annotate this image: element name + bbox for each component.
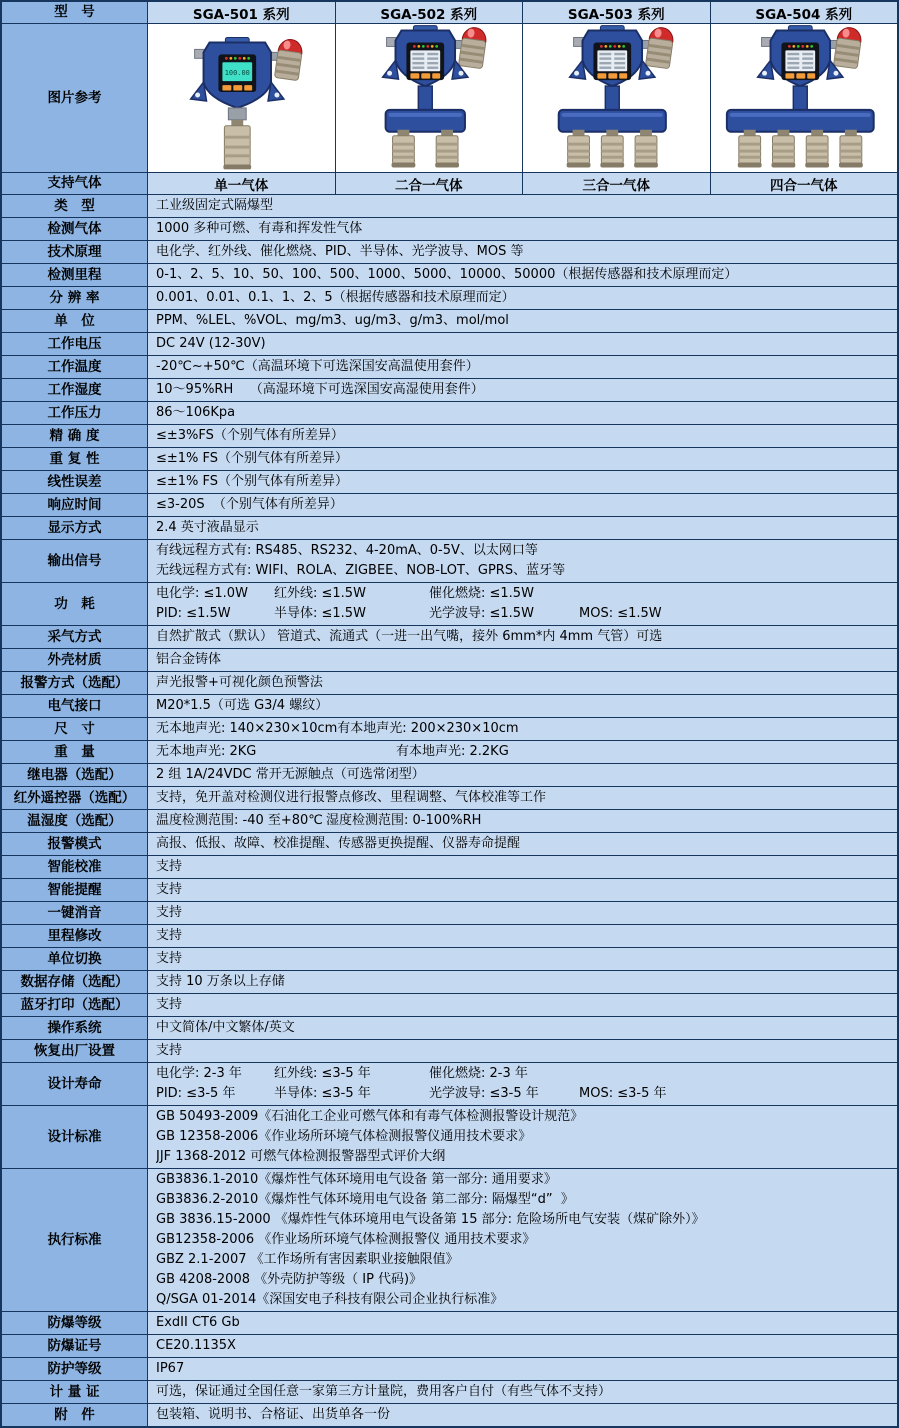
spec-row-label: 温湿度（选配）	[2, 810, 148, 832]
spec-value-segment: GB 12358-2006《作业场所环境气体检测报警仪通用技术要求》	[156, 1129, 532, 1144]
spec-value-line	[156, 1270, 893, 1290]
spec-row-label: 智能提醒	[2, 879, 148, 901]
spec-row	[2, 309, 897, 332]
spec-value-line	[156, 196, 893, 216]
spec-value-line	[156, 1250, 893, 1270]
spec-row-label: 数据存储（选配）	[2, 971, 148, 993]
spec-value-segment: Q/SGA 01-2014《深国安电子科技有限公司企业执行标准》	[156, 1292, 504, 1307]
spec-row-value	[148, 494, 897, 516]
spec-value-segment: 红外线: ≤1.5W	[274, 586, 366, 601]
spec-row-value	[148, 787, 897, 809]
spec-row	[2, 240, 897, 263]
image-reference-row	[2, 23, 897, 172]
spec-row-value	[148, 1358, 897, 1380]
spec-value-line	[156, 995, 893, 1015]
spec-row	[2, 424, 897, 447]
spec-row-label: 尺 寸	[2, 718, 148, 740]
spec-row-value	[148, 402, 897, 424]
spec-value-line	[156, 696, 893, 716]
spec-value-segment: 2.4 英寸液晶显示	[156, 520, 259, 535]
spec-row-label: 分 辨 率	[2, 287, 148, 309]
spec-row-label: 电气接口	[2, 695, 148, 717]
spec-row-label: 蓝牙打印（选配）	[2, 994, 148, 1016]
spec-value-segment: 红外线: ≤3-5 年	[274, 1066, 371, 1081]
spec-value-segment: MOS: ≤1.5W	[579, 606, 662, 621]
spec-row-value	[148, 672, 897, 694]
spec-row-value	[148, 241, 897, 263]
spec-row-value	[148, 879, 897, 901]
spec-row	[2, 582, 897, 625]
spec-row-value	[148, 649, 897, 671]
spec-value-segment: 支持	[156, 997, 183, 1012]
spec-row-label: 输出信号	[2, 540, 148, 582]
spec-row-label: 检测里程	[2, 264, 148, 286]
spec-row-value	[148, 379, 897, 401]
spec-row-value	[148, 626, 897, 648]
spec-value-segment: 湿度检测范围: 0-100%RH	[326, 813, 482, 828]
spec-row	[2, 516, 897, 539]
spec-row-label: 智能校准	[2, 856, 148, 878]
spec-row-value	[148, 1017, 897, 1039]
spec-value-segment: -20℃~+50℃（高温环境下可选深国安高温使用套件）	[156, 359, 479, 374]
spec-row	[2, 1311, 897, 1334]
spec-value-line	[156, 334, 893, 354]
spec-value-segment: PPM、%LEL、%VOL、mg/m3、ug/m3、g/m3、mol/mol	[156, 313, 509, 328]
spec-row-value	[148, 1404, 897, 1426]
spec-row-value	[148, 810, 897, 832]
spec-value-line	[156, 1359, 893, 1379]
spec-row-label: 重 量	[2, 741, 148, 763]
device-image-SGA-501	[148, 24, 335, 172]
spec-value-segment: 可选，保证通过全国任意一家第三方计量院，费用客户自付（有些气体不支持）	[156, 1384, 612, 1399]
spec-value-line	[156, 1190, 893, 1210]
supported-gas-value-2: 二合一气体	[336, 173, 524, 194]
spec-row-label: 重 复 性	[2, 448, 148, 470]
spec-value-line	[156, 719, 893, 739]
spec-row-label: 防护等级	[2, 1358, 148, 1380]
spec-row	[2, 924, 897, 947]
spec-row-label: 工作电压	[2, 333, 148, 355]
spec-row-value	[148, 1381, 897, 1403]
spec-row	[2, 1105, 897, 1168]
spec-value-segment: 温度检测范围: -40 至+80℃	[156, 813, 323, 828]
spec-value-line	[156, 288, 893, 308]
spec-value-line	[156, 1230, 893, 1250]
spec-row	[2, 1016, 897, 1039]
spec-value-segment: 中文简体/中文繁体/英文	[156, 1020, 295, 1035]
alarm-beacon-icon	[833, 26, 862, 69]
supported-gas-value-1: 单一气体	[148, 173, 336, 194]
spec-value-segment: M20*1.5（可选 G3/4 螺纹）	[156, 698, 329, 713]
supported-gas-value-3: 三合一气体	[523, 173, 711, 194]
spec-value-line	[156, 403, 893, 423]
spec-value-line	[156, 604, 893, 624]
spec-row-label: 附 件	[2, 1404, 148, 1426]
spec-value-segment: 有线远程方式有: RS485、RS232、4-20mA、0-5V、以太网口等	[156, 543, 538, 558]
spec-row-value	[148, 1312, 897, 1334]
model-header-2: SGA-502 系列	[336, 2, 524, 23]
spec-row-value	[148, 994, 897, 1016]
spec-row-value	[148, 718, 897, 740]
device-image-cell-2	[336, 24, 524, 172]
spec-value-line	[156, 811, 893, 831]
spec-value-segment: 电化学: ≤1.0W	[156, 586, 248, 601]
spec-value-line	[156, 1018, 893, 1038]
spec-row-label: 技术原理	[2, 241, 148, 263]
spec-row	[2, 901, 897, 924]
image-reference-label: 图片参考	[2, 24, 148, 172]
spec-row-value	[148, 1040, 897, 1062]
spec-value-line	[156, 584, 893, 604]
spec-row-value	[148, 287, 897, 309]
spec-row-value	[148, 695, 897, 717]
spec-value-segment: MOS: ≤3-5 年	[579, 1086, 667, 1101]
spec-value-segment: ≤±1% FS（个别气体有所差异）	[156, 451, 349, 466]
spec-row	[2, 993, 897, 1016]
spec-row-label: 外壳材质	[2, 649, 148, 671]
spec-row	[2, 470, 897, 493]
spec-row	[2, 694, 897, 717]
spec-row-label: 继电器（选配）	[2, 764, 148, 786]
spec-value-segment: 支持	[156, 951, 183, 966]
spec-value-segment: ExdII CT6 Gb	[156, 1315, 240, 1330]
spec-value-segment: CE20.1135X	[156, 1338, 236, 1353]
spec-value-line	[156, 834, 893, 854]
spec-row	[2, 625, 897, 648]
spec-row-value	[148, 948, 897, 970]
spec-value-segment: 催化燃烧: 2-3 年	[429, 1066, 528, 1081]
spec-value-line	[156, 561, 893, 581]
spec-row-label: 设计寿命	[2, 1063, 148, 1105]
spec-row-label: 单位切换	[2, 948, 148, 970]
spec-value-line	[156, 926, 893, 946]
spec-row-value	[148, 264, 897, 286]
spec-row-value	[148, 540, 897, 582]
spec-value-segment: GB 3836.15-2000 《爆炸性气体环境用电气设备第 15 部分: 危险场所电气安装（煤矿除外）》	[156, 1212, 705, 1227]
spec-value-line	[156, 650, 893, 670]
spec-row	[2, 1168, 897, 1311]
spec-value-segment: ≤3-20S （个别气体有所差异）	[156, 497, 343, 512]
spec-value-line	[156, 242, 893, 262]
spec-value-segment: 催化燃烧: ≤1.5W	[429, 586, 534, 601]
spec-value-segment: 电化学、红外线、催化燃烧、PID、半导体、光学波导、MOS 等	[156, 244, 524, 259]
spec-value-line	[156, 1107, 893, 1127]
spec-value-line	[156, 495, 893, 515]
spec-row	[2, 878, 897, 901]
spec-value-segment: ≤±1% FS（个别气体有所差异）	[156, 474, 349, 489]
device-image-cell-3	[523, 24, 711, 172]
spec-row	[2, 717, 897, 740]
spec-row-value	[148, 1063, 897, 1105]
spec-row-label: 里程修改	[2, 925, 148, 947]
spec-row-value	[148, 833, 897, 855]
spec-value-segment: 支持	[156, 905, 183, 920]
spec-value-segment: GBZ 2.1-2007 《工作场所有害因素职业接触限值》	[156, 1252, 459, 1267]
spec-value-line	[156, 311, 893, 331]
spec-value-line	[156, 1405, 893, 1425]
spec-row-label: 防爆等级	[2, 1312, 148, 1334]
spec-value-line	[156, 857, 893, 877]
spec-value-line	[156, 426, 893, 446]
spec-value-segment: 电化学: 2-3 年	[156, 1066, 242, 1081]
spec-row	[2, 947, 897, 970]
spec-row-value	[148, 741, 897, 763]
spec-row-label: 工作温度	[2, 356, 148, 378]
spec-value-line	[156, 972, 893, 992]
spec-value-segment: 支持	[156, 859, 183, 874]
spec-value-segment: 2 组 1A/24VDC 常开无源触点（可选常闭型）	[156, 767, 425, 782]
spec-row	[2, 1334, 897, 1357]
spec-value-line	[156, 627, 893, 647]
spec-value-segment: 无本地声光: 2KG	[156, 744, 257, 759]
spec-value-line	[156, 1084, 893, 1104]
spec-row-label: 线性误差	[2, 471, 148, 493]
spec-row-value	[148, 471, 897, 493]
alarm-beacon-icon	[274, 38, 303, 81]
spec-row	[2, 740, 897, 763]
spec-value-line	[156, 1064, 893, 1084]
spec-value-segment: ≤±3%FS（个别气体有所差异）	[156, 428, 344, 443]
spec-row	[2, 671, 897, 694]
spec-row-label: 显示方式	[2, 517, 148, 539]
spec-value-line	[156, 903, 893, 923]
spec-row-label: 工作压力	[2, 402, 148, 424]
device-image-cell-4	[711, 24, 898, 172]
spec-row-label: 报警方式（选配）	[2, 672, 148, 694]
spec-value-line	[156, 949, 893, 969]
spec-row-label: 执行标准	[2, 1169, 148, 1311]
spec-value-line	[156, 541, 893, 561]
spec-value-segment: 半导体: ≤1.5W	[274, 606, 366, 621]
spec-value-line	[156, 1127, 893, 1147]
spec-value-segment: GB3836.1-2010《爆炸性气体环境用电气设备 第一部分: 通用要求》	[156, 1172, 557, 1187]
device-image-cell-1	[148, 24, 336, 172]
spec-row-value	[148, 195, 897, 217]
spec-value-segment: GB 4208-2008 《外壳防护等级（ IP 代码)》	[156, 1272, 423, 1287]
spec-value-segment: 高报、低报、故障、校准提醒、传感器更换提醒、仪器寿命提醒	[156, 836, 521, 851]
spec-row-value	[148, 310, 897, 332]
spec-value-line	[156, 265, 893, 285]
spec-row-value	[148, 356, 897, 378]
device-image-SGA-504	[711, 24, 898, 172]
spec-row	[2, 217, 897, 240]
spec-row	[2, 1062, 897, 1105]
spec-row-value	[148, 218, 897, 240]
spec-row	[2, 286, 897, 309]
spec-row	[2, 809, 897, 832]
spec-value-segment: IP67	[156, 1361, 185, 1376]
spec-row	[2, 263, 897, 286]
spec-row-label: 单 位	[2, 310, 148, 332]
spec-value-segment: 支持	[156, 1043, 183, 1058]
spec-row-label: 功 耗	[2, 583, 148, 625]
spec-value-segment: 支持	[156, 882, 183, 897]
device-image-SGA-502	[336, 24, 523, 172]
spec-row-label: 防爆证号	[2, 1335, 148, 1357]
spec-row	[2, 786, 897, 809]
spec-value-segment: 有本地声光: 200×230×10cm	[337, 721, 519, 736]
spec-row	[2, 355, 897, 378]
supported-gas-value-4: 四合一气体	[711, 173, 898, 194]
spec-row-value	[148, 517, 897, 539]
spec-row-value	[148, 1169, 897, 1311]
spec-value-segment: 支持 10 万条以上存储	[156, 974, 285, 989]
spec-row-label: 红外遥控器（选配）	[2, 787, 148, 809]
spec-row-value	[148, 583, 897, 625]
spec-row	[2, 493, 897, 516]
spec-value-segment: 光学波导: ≤3-5 年	[429, 1086, 539, 1101]
spec-value-segment: 铝合金铸体	[156, 652, 222, 667]
alarm-beacon-icon	[458, 26, 487, 69]
spec-row-value	[148, 448, 897, 470]
spec-value-line	[156, 788, 893, 808]
spec-row-value	[148, 764, 897, 786]
spec-row-label: 报警模式	[2, 833, 148, 855]
model-header-1: SGA-501 系列	[148, 2, 336, 23]
spec-row-label: 采气方式	[2, 626, 148, 648]
spec-value-line	[156, 219, 893, 239]
spec-value-line	[156, 380, 893, 400]
spec-value-line	[156, 765, 893, 785]
spec-row-label: 响应时间	[2, 494, 148, 516]
spec-row	[2, 763, 897, 786]
spec-row	[2, 447, 897, 470]
spec-row	[2, 1039, 897, 1062]
spec-row	[2, 378, 897, 401]
spec-value-segment: 1000 多种可燃、有毒和挥发性气体	[156, 221, 363, 236]
supported-gas-label: 支持气体	[2, 173, 148, 194]
spec-value-segment: 半导体: ≤3-5 年	[274, 1086, 371, 1101]
spec-value-segment: 无本地声光: 140×230×10cm	[156, 721, 338, 736]
spec-row-label: 恢复出厂设置	[2, 1040, 148, 1062]
spec-value-line	[156, 1041, 893, 1061]
spec-value-segment: 声光报警+可视化颜色预警法	[156, 675, 323, 690]
spec-row-label: 操作系统	[2, 1017, 148, 1039]
spec-value-line	[156, 742, 893, 762]
spec-value-segment: DC 24V (12-30V)	[156, 336, 266, 351]
spec-row-label: 检测气体	[2, 218, 148, 240]
spec-value-segment: GB12358-2006 《作业场所环境气体检测报警仪 通用技术要求》	[156, 1232, 536, 1247]
spec-value-segment: 无线远程方式有: WIFI、ROLA、ZIGBEE、NOB-LOT、GPRS、蓝牙等	[156, 563, 566, 578]
spec-value-line	[156, 1290, 893, 1310]
spec-value-segment: 10～95%RH （高湿环境下可选深国安高湿使用套件）	[156, 382, 484, 397]
supported-gas-row	[2, 172, 897, 194]
svg-text:100.00: 100.00	[224, 69, 250, 78]
spec-value-line	[156, 472, 893, 492]
spec-value-line	[156, 880, 893, 900]
spec-row-value	[148, 902, 897, 924]
spec-row	[2, 401, 897, 424]
spec-row-value	[148, 856, 897, 878]
spec-value-line	[156, 1382, 893, 1402]
spec-value-line	[156, 357, 893, 377]
spec-value-segment: JJF 1368-2012 可燃气体检测报警器型式评价大纲	[156, 1149, 446, 1164]
spec-row	[2, 332, 897, 355]
spec-value-segment: 0.001、0.01、0.1、1、2、5（根据传感器和技术原理而定）	[156, 290, 515, 305]
spec-value-segment: 0-1、2、5、10、50、100、500、1000、5000、10000、50000（根据传感器和技术原理而定）	[156, 267, 738, 282]
spec-row	[2, 1380, 897, 1403]
spec-value-segment: 包装箱、说明书、合格证、出货单各一份	[156, 1407, 391, 1422]
spec-value-segment: GB 50493-2009《石油化工企业可燃气体和有毒气体检测报警设计规范》	[156, 1109, 584, 1124]
model-header-label: 型 号	[2, 2, 148, 23]
model-header-row	[2, 2, 897, 23]
spec-value-segment: PID: ≤3-5 年	[156, 1086, 236, 1101]
spec-row	[2, 832, 897, 855]
spec-value-segment: PID: ≤1.5W	[156, 606, 231, 621]
spec-row	[2, 1403, 897, 1426]
device-image-SGA-503	[523, 24, 710, 172]
spec-row-label: 计 量 证	[2, 1381, 148, 1403]
spec-row	[2, 194, 897, 217]
spec-value-segment: 光学波导: ≤1.5W	[429, 606, 534, 621]
spec-value-segment: 支持	[156, 928, 183, 943]
spec-row-label: 工作湿度	[2, 379, 148, 401]
spec-value-line	[156, 1313, 893, 1333]
spec-value-line	[156, 1336, 893, 1356]
spec-row-label: 一键消音	[2, 902, 148, 924]
spec-value-segment: 支持，免开盖对检测仪进行报警点修改、里程调整、气体校准等工作	[156, 790, 547, 805]
spec-value-line	[156, 1210, 893, 1230]
spec-row	[2, 648, 897, 671]
spec-value-line	[156, 1147, 893, 1167]
spec-row-label: 精 确 度	[2, 425, 148, 447]
spec-row-label: 设计标准	[2, 1106, 148, 1168]
spec-row-value	[148, 1106, 897, 1168]
model-header-3: SGA-503 系列	[523, 2, 711, 23]
spec-row	[2, 855, 897, 878]
spec-row	[2, 970, 897, 993]
spec-value-line	[156, 449, 893, 469]
spec-value-segment: 自然扩散式（默认） 管道式、流通式（一进一出气嘴，接外 6mm*内 4mm 气管）可选	[156, 629, 663, 644]
spec-row	[2, 539, 897, 582]
spec-row-value	[148, 425, 897, 447]
spec-value-line	[156, 1170, 893, 1190]
spec-value-segment: GB3836.2-2010《爆炸性气体环境用电气设备 第二部分: 隔爆型“d” 》	[156, 1192, 574, 1207]
spec-value-segment: 工业级固定式隔爆型	[156, 198, 274, 213]
spec-row-value	[148, 1335, 897, 1357]
spec-row-value	[148, 925, 897, 947]
spec-row-value	[148, 333, 897, 355]
spec-row-label: 类 型	[2, 195, 148, 217]
model-header-4: SGA-504 系列	[711, 2, 898, 23]
spec-value-segment: 有本地声光: 2.2KG	[396, 744, 509, 759]
spec-row-value	[148, 971, 897, 993]
spec-value-line	[156, 673, 893, 693]
spec-value-line	[156, 518, 893, 538]
alarm-beacon-icon	[645, 26, 674, 69]
spec-value-segment: 86～106Kpa	[156, 405, 236, 420]
